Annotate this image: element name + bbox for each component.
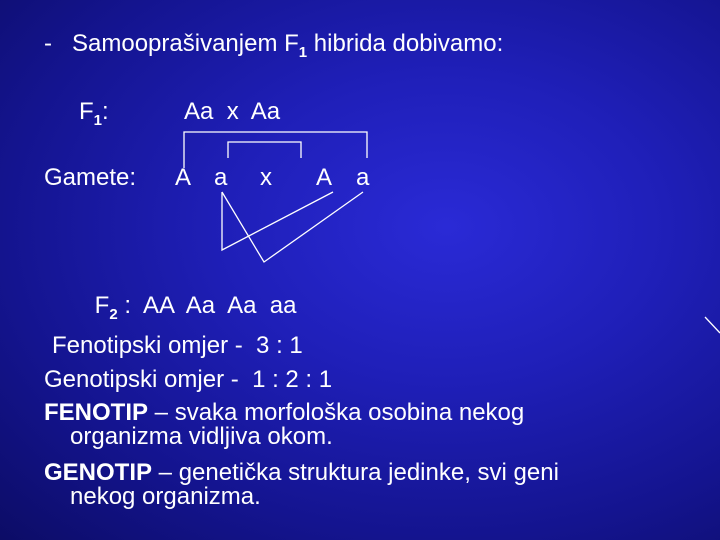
phenotypic-ratio: Fenotipski omjer - 3 : 1 (52, 332, 303, 359)
f1-label: $F_1$: (79, 98, 109, 129)
edge-deco-line (705, 317, 720, 333)
gamete-A2: A (316, 164, 333, 191)
f1-colon: : (102, 98, 109, 125)
f2-subscript: 2 (109, 306, 118, 323)
gamete-A1: A (175, 164, 192, 191)
intro-subscript: 1 (298, 44, 308, 61)
f2-genotypes: AA Aa Aa aa (143, 292, 297, 319)
intro-dash: - (44, 30, 52, 57)
definition-term: GENOTIP (44, 459, 153, 486)
bracket-top (184, 132, 367, 168)
gamete-x: x (260, 164, 272, 191)
definition-text: – svaka morfološka osobina nekog (148, 399, 525, 426)
gamete-a2: a (356, 164, 370, 191)
bracket-inner (228, 142, 301, 158)
definition-fenotip (44, 401, 684, 449)
cross-line-2 (222, 192, 363, 262)
f2-colon: : (117, 292, 132, 319)
intro-text: Samooprašivanjem F (72, 30, 299, 57)
genotypic-ratio: Genotipski omjer - 1 : 2 : 1 (44, 366, 333, 393)
definition-genotip (44, 461, 684, 509)
gamete-a1: a (214, 164, 228, 191)
definition-text: – genetička struktura jedinke, svi geni (152, 459, 559, 486)
f2-label: F (94, 292, 110, 319)
intro-rest: hibrida dobivamo: (307, 30, 504, 57)
definition-text-cont: nekog organizma. (70, 483, 261, 510)
f1-subscript: 1 (93, 112, 103, 129)
gamete-label: Gamete: (44, 164, 137, 191)
f1-cross: Aa x Aa (184, 98, 281, 125)
definition-text-cont: organizma vidljiva okom. (70, 423, 333, 450)
definition-term: FENOTIP (44, 399, 149, 426)
